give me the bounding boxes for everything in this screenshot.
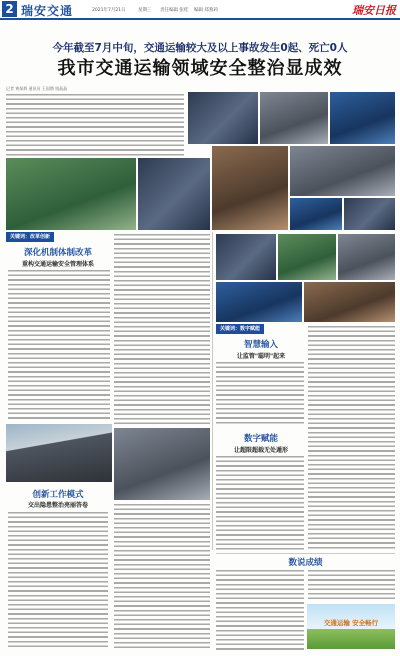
lead-top-headline: 今年截至7月中旬，交通运输较大及以上事故发生0起、死亡0人 — [52, 42, 348, 54]
lead-intro-text — [6, 94, 184, 156]
photo-site-visit — [290, 146, 395, 196]
section-headline-overload: 数字赋能 — [243, 434, 278, 444]
column-divider — [212, 232, 213, 550]
photo-meeting — [260, 92, 328, 144]
lead-main-headline: 我市交通运输领域安全整治显成效 — [57, 58, 343, 79]
photo-workshop — [344, 198, 395, 230]
issue-date: 2021年7月21日 — [92, 8, 126, 13]
photo-ship — [216, 282, 302, 322]
section-subheadline-model: 交出隐患整治亮丽答卷 — [27, 502, 88, 509]
newspaper-logo: 瑞安日报 — [352, 4, 396, 17]
section-kicker-reform: 关键词：改革创新 — [6, 232, 54, 242]
page-number: 2 — [2, 1, 17, 17]
photo-street-inspection — [6, 424, 112, 482]
section-subheadline-smart: 让监管"聪明"起来 — [236, 353, 286, 360]
photo-truck-inspection — [6, 158, 136, 230]
section-text-reform-1 — [8, 270, 110, 420]
editor-credit: 责任编辑 张桂 — [160, 8, 189, 13]
section-subheadline-reform: 重构交通运输安全管理体系 — [21, 261, 94, 268]
photo-officials — [212, 146, 288, 230]
lead-byline: 记者 黄保炳 通讯员 王国瓒 钱晶晶 — [6, 86, 68, 91]
designer-credit: 编辑 郑燕莉 — [194, 8, 218, 13]
photo-road-check — [114, 428, 210, 500]
section-text-smart-2 — [308, 326, 395, 550]
section-text-model-2 — [114, 504, 210, 650]
photo-bus-station — [304, 282, 395, 322]
section-text-stats-2 — [308, 570, 395, 602]
promo-banner-text: 交通运输 安全畅行 — [323, 619, 379, 627]
stats-divider — [216, 553, 395, 554]
masthead — [0, 0, 400, 20]
photo-monitoring-screen — [138, 158, 210, 230]
photo-bridge — [278, 234, 336, 280]
section-headline-smart: 智慧输入 — [243, 340, 278, 350]
photo-harbor — [290, 198, 342, 230]
photo-toll-gate — [338, 234, 395, 280]
section-kicker-digital: 关键词：数字赋能 — [216, 324, 264, 334]
photo-control-room — [188, 92, 258, 144]
section-subheadline-overload: 让超限超载无处遁形 — [233, 447, 288, 454]
section-text-smart-1 — [216, 362, 304, 426]
issue-weekday: 星期三 — [138, 8, 152, 13]
section-headline-reform: 深化机制体制改革 — [23, 248, 92, 258]
section-title: 瑞安交通 — [21, 4, 74, 18]
photo-dashboard — [216, 234, 276, 280]
promo-banner — [307, 604, 395, 649]
section-headline-stats: 数说成绩 — [288, 558, 323, 568]
section-headline-model: 创新工作模式 — [32, 490, 84, 500]
section-text-stats-1 — [216, 570, 304, 650]
section-text-model-1 — [8, 512, 108, 650]
photo-monitor — [330, 92, 395, 144]
section-text-overload — [216, 456, 304, 550]
section-text-reform-2 — [114, 234, 210, 424]
